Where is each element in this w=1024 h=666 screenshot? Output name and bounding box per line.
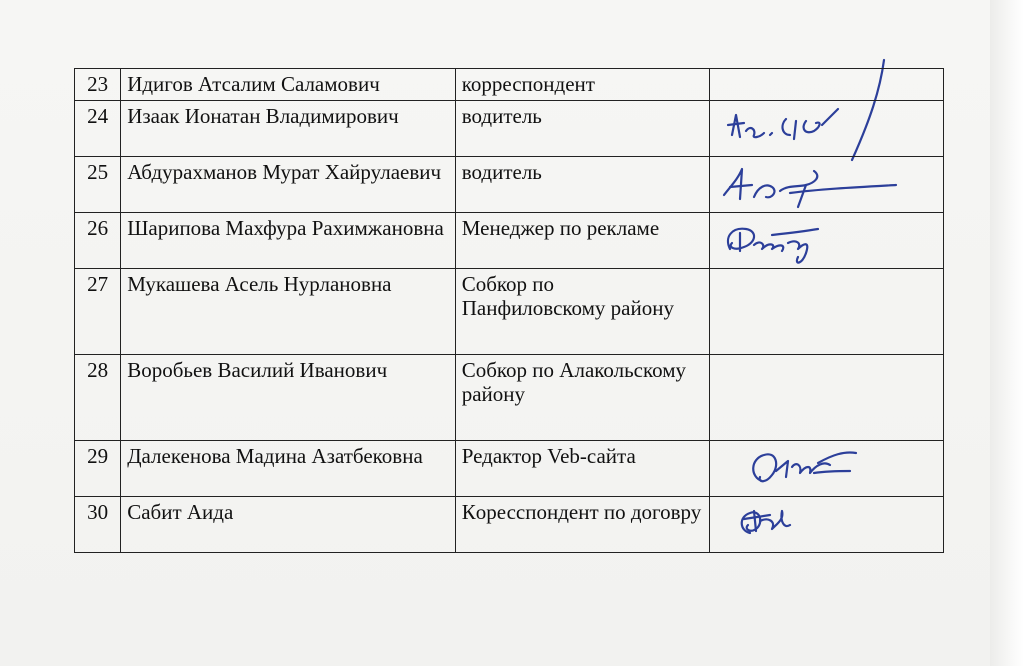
signature-cell [709,101,943,157]
employee-name: Мукашева Асель Нурлановна [121,269,456,355]
handwritten-signature [710,441,930,497]
handwritten-signature [710,101,930,157]
row-number: 27 [75,269,121,355]
row-number: 23 [75,69,121,101]
table-row [75,441,944,497]
signature-cell [709,355,943,441]
employee-name: Шарипова Махфура Рахимжановна [121,213,456,269]
employee-position: Менеджер по рекламе [455,213,709,269]
table-row [75,157,944,213]
employee-position: Собкор по Алакольскому району [455,355,709,441]
table-row [75,69,944,101]
employee-position: корреспондент [455,69,709,101]
employee-name: Воробьев Василий Иванович [121,355,456,441]
signature-cell [709,269,943,355]
row-number: 25 [75,157,121,213]
row-number: 24 [75,101,121,157]
handwritten-signature [710,213,930,269]
row-number: 29 [75,441,121,497]
employee-position: водитель [455,157,709,213]
signature-cell [709,213,943,269]
staff-signature-table [74,68,944,553]
employee-name: Изаак Ионатан Владимирович [121,101,456,157]
employee-name: Идигов Атсалим Саламович [121,69,456,101]
employee-position: водитель [455,101,709,157]
handwritten-signature [710,157,930,213]
employee-name: Абдурахманов Мурат Хайрулаевич [121,157,456,213]
employee-name: Сабит Аида [121,497,456,553]
table-row [75,355,944,441]
signature-cell [709,441,943,497]
handwritten-signature [710,497,930,553]
signature-cell [709,69,943,101]
employee-position: Редактор Veb-сайта [455,441,709,497]
table-row [75,101,944,157]
table-row [75,269,944,355]
signature-cell [709,497,943,553]
row-number: 28 [75,355,121,441]
employee-name: Далекенова Мадина Азатбековна [121,441,456,497]
table-row [75,213,944,269]
row-number: 30 [75,497,121,553]
employee-position: Кoресспондент по договру [455,497,709,553]
table-row [75,497,944,553]
row-number: 26 [75,213,121,269]
employee-position: Собкор по Панфиловскому району [455,269,709,355]
signature-cell [709,157,943,213]
